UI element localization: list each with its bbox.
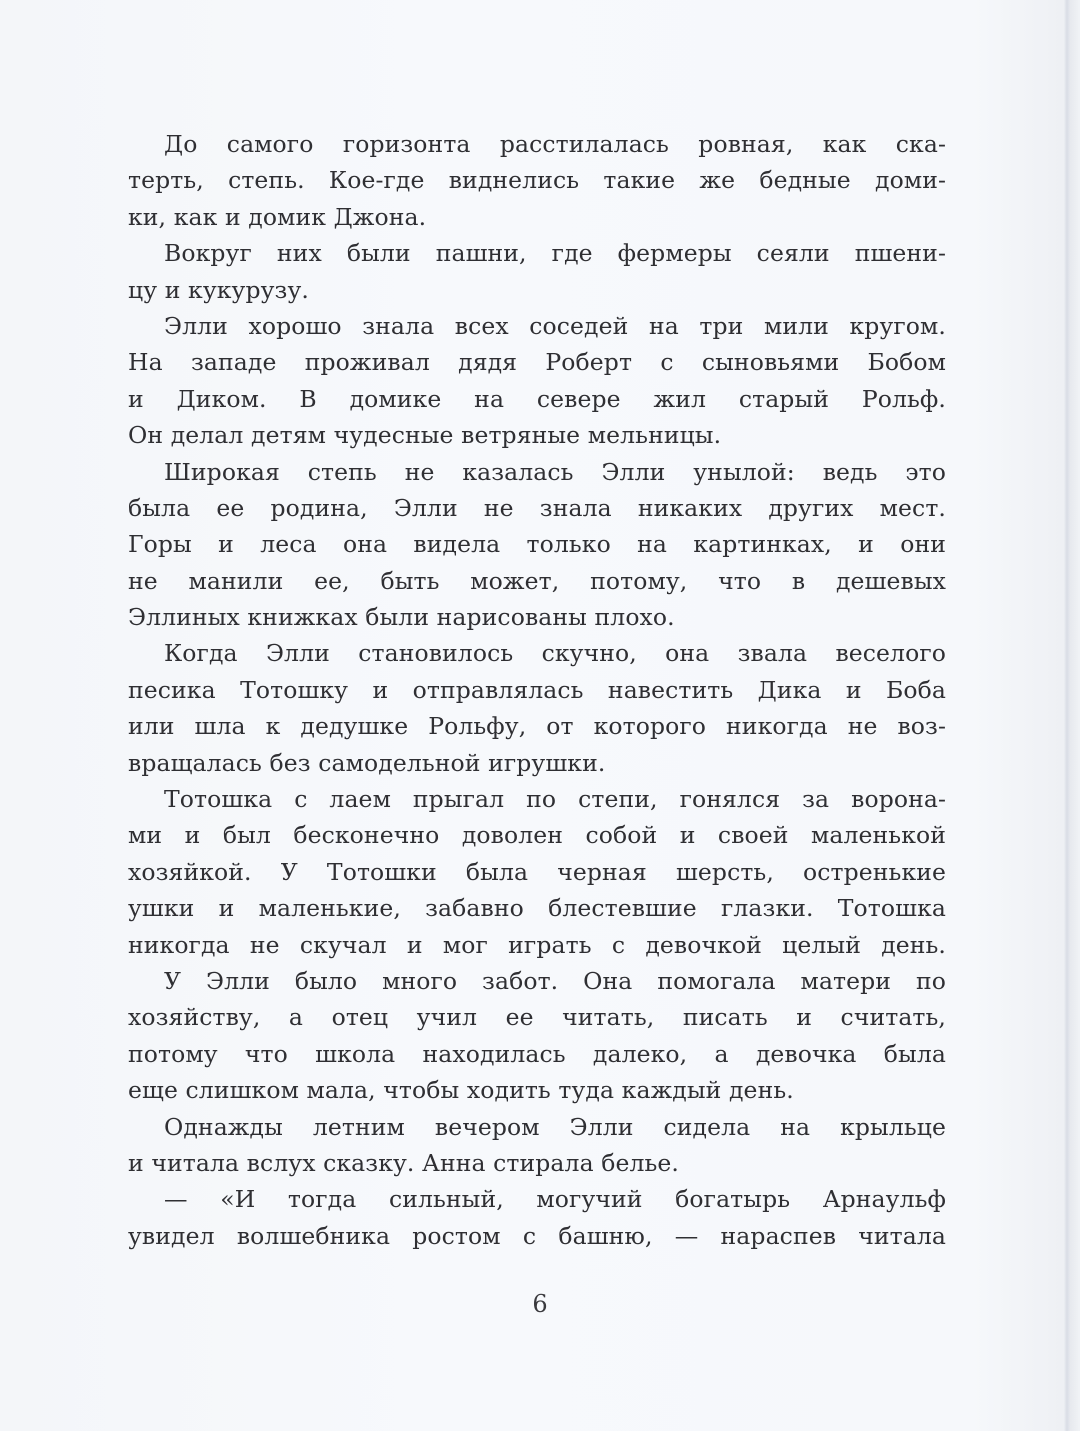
paragraph bbox=[128, 963, 946, 1109]
page-number: 6 bbox=[532, 1290, 548, 1318]
text-line: Когда Элли становилось скучно, она звала веселого bbox=[164, 639, 946, 668]
paragraph bbox=[128, 308, 946, 454]
paragraph bbox=[128, 781, 946, 963]
paragraph bbox=[128, 235, 946, 308]
text-line: хозяйству, а отец учил ее читать, писать и считать, bbox=[128, 1003, 946, 1032]
text-line: не манили ее, быть может, потому, что в дешевых bbox=[128, 566, 946, 595]
body-text bbox=[128, 126, 946, 1254]
text-line: цу и кукурузу. bbox=[128, 275, 309, 304]
paragraph bbox=[128, 454, 946, 636]
text-line: Эллиных книжках были нарисованы плохо. bbox=[128, 603, 675, 632]
text-line: хозяйкой. У Тотошки была черная шерсть, остренькие bbox=[128, 857, 946, 886]
text-line: Широкая степь не казалась Элли унылой: ведь это bbox=[164, 457, 946, 486]
text-line: Он делал детям чудесные ветряные мельницы. bbox=[128, 421, 722, 450]
text-line: ки, как и домик Джона. bbox=[128, 202, 427, 231]
text-line: До самого горизонта расстилалась ровная, как ска- bbox=[164, 130, 946, 158]
text-line: Тотошка с лаем прыгал по степи, гонялся за ворона- bbox=[164, 785, 946, 814]
page-edge-shadow bbox=[1064, 0, 1070, 1431]
text-line: еще слишком мала, чтобы ходить туда каждый день. bbox=[128, 1076, 794, 1105]
text-line: ушки и маленькие, забавно блестевшие глазки. Тотошка bbox=[128, 894, 946, 923]
paragraph bbox=[128, 1181, 946, 1254]
text-line: вращалась без самодельной игрушки. bbox=[128, 748, 606, 777]
text-line: Вокруг них были пашни, где фермеры сеяли пшени- bbox=[164, 239, 946, 268]
text-line: песика Тотошку и отправлялась навестить Дика и Боба bbox=[128, 675, 946, 704]
text-line: На западе проживал дядя Роберт с сыновьями Бобом bbox=[128, 348, 946, 377]
paragraph bbox=[128, 1109, 946, 1182]
text-line: или шла к дедушке Рольфу, от которого никогда не воз- bbox=[128, 712, 946, 741]
paragraph bbox=[128, 126, 946, 235]
text-line: — «И тогда сильный, могучий богатырь Арнаульф bbox=[164, 1185, 946, 1214]
text-line: Горы и леса она видела только на картинках, и они bbox=[128, 530, 946, 559]
text-line: ми и был бесконечно доволен собой и своей маленькой bbox=[128, 821, 946, 850]
text-line: была ее родина, Элли не знала никаких других мест. bbox=[128, 493, 946, 522]
text-line: потому что школа находилась далеко, а девочка была bbox=[128, 1039, 946, 1068]
text-line: увидел волшебника ростом с башню, — нараспев читала bbox=[128, 1221, 946, 1250]
text-line: У Элли было много забот. Она помогала матери по bbox=[164, 966, 946, 995]
text-line: никогда не скучал и мог играть с девочкой целый день. bbox=[128, 930, 946, 959]
text-line: и читала вслух сказку. Анна стирала белье. bbox=[128, 1148, 679, 1177]
paragraph bbox=[128, 635, 946, 781]
text-line: Однажды летним вечером Элли сидела на крыльце bbox=[164, 1112, 946, 1141]
text-line: и Диком. В домике на севере жил старый Рольф. bbox=[128, 384, 946, 413]
text-line: терть, степь. Кое-где виднелись такие же бедные доми- bbox=[128, 166, 946, 195]
text-line: Элли хорошо знала всех соседей на три мили кругом. bbox=[164, 311, 946, 340]
